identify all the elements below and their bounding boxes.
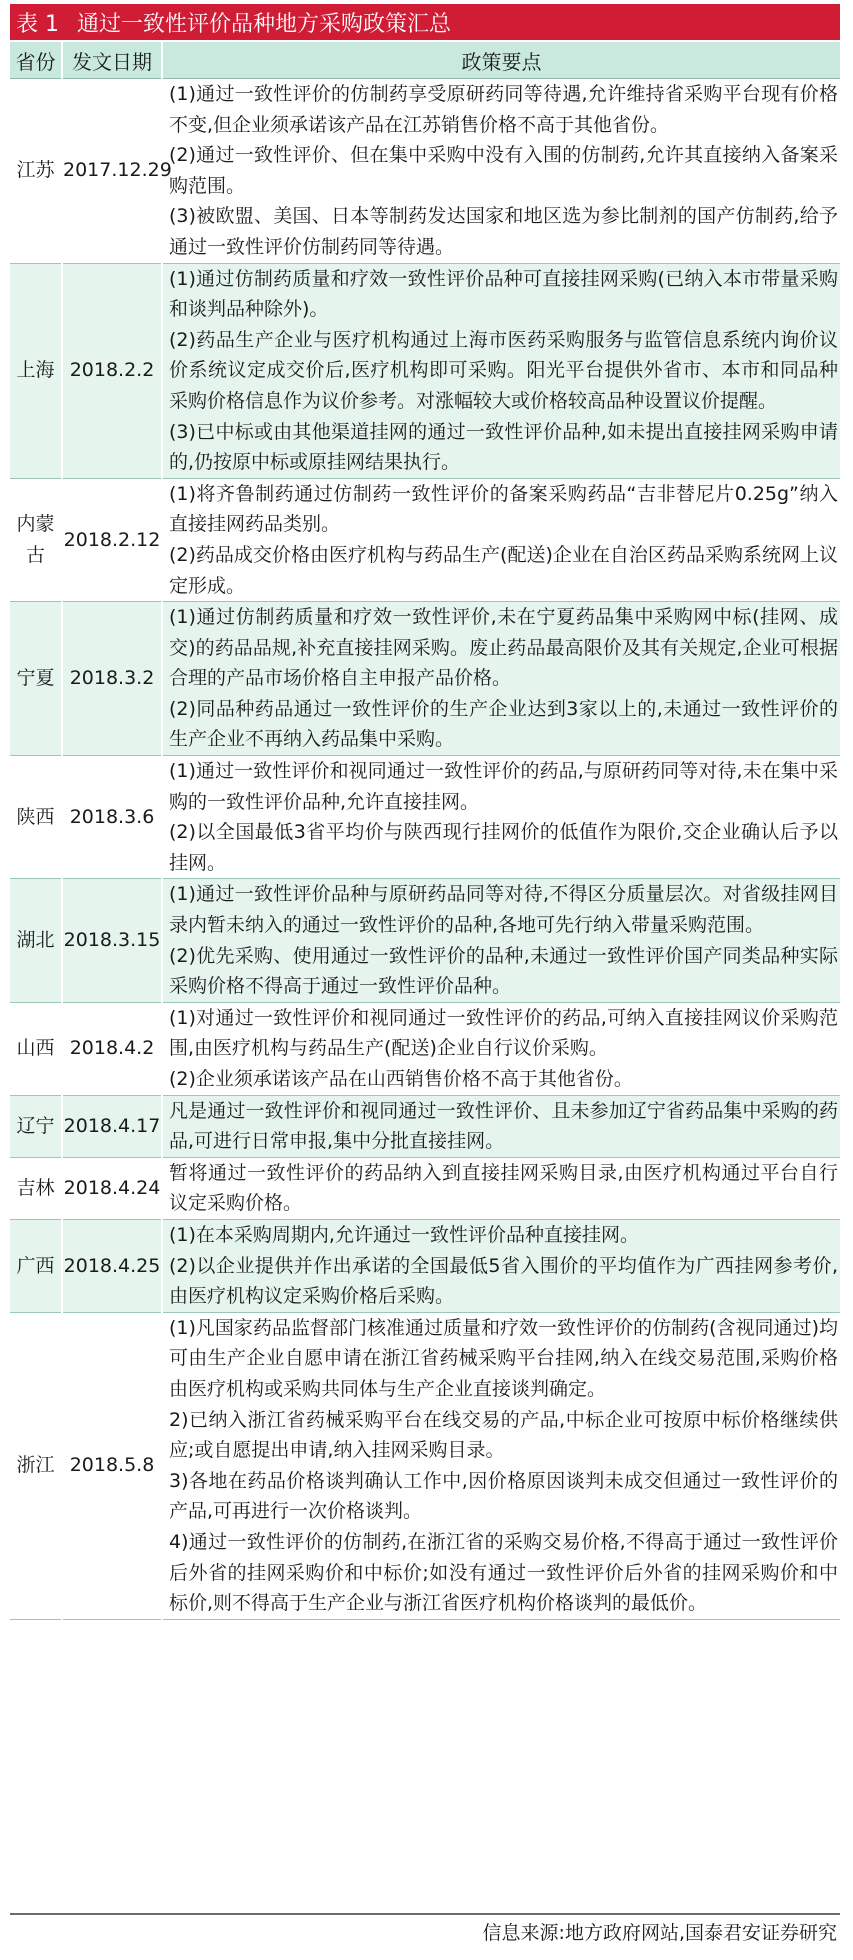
date-cell: 2018.4.25 bbox=[62, 1219, 162, 1312]
date-cell: 2018.3.15 bbox=[62, 879, 162, 1002]
province-cell: 上海 bbox=[10, 263, 62, 478]
policy-point: (2)同品种药品通过一致性评价的生产企业达到3家以上的,未通过一致性评价的生产企业不再纳入药品集中采购。 bbox=[169, 697, 838, 751]
policy-point: 暂将通过一致性评价的药品纳入到直接挂网采购目录,由医疗机构通过平台自行议定采购价格。 bbox=[169, 1161, 838, 1215]
header-date: 发文日期 bbox=[62, 42, 162, 79]
province-cell: 浙江 bbox=[10, 1312, 62, 1619]
table-title: 通过一致性评价品种地方采购政策汇总 bbox=[77, 11, 452, 37]
table-label: 表 1 bbox=[16, 11, 59, 37]
table-row bbox=[10, 756, 840, 879]
policy-point: (2)以全国最低3省平均价与陕西现行挂网价的低值作为限价,交企业确认后予以挂网。 bbox=[169, 821, 838, 874]
policy-point: (2)药品成交价格由医疗机构与药品生产(配送)企业在自治区药品采购系统网上议定形成。 bbox=[169, 543, 838, 597]
policy-point: (2)企业须承诺该产品在山西销售价格不高于其他省份。 bbox=[169, 1068, 633, 1090]
province-cell: 广西 bbox=[10, 1219, 62, 1312]
table-row bbox=[10, 1157, 840, 1219]
policy-cell bbox=[162, 602, 840, 756]
policy-cell bbox=[162, 756, 840, 879]
policy-point: 凡是通过一致性评价和视同通过一致性评价、且未参加辽宁省药品集中采购的药品,可进行日常申报,集中分批直接挂网。 bbox=[169, 1099, 838, 1153]
policy-point: (2)优先采购、使用通过一致性评价的品种,未通过一致性评价国产同类品种实际采购价格不得高于通过一致性评价品种。 bbox=[169, 944, 838, 998]
date-cell: 2018.2.2 bbox=[62, 263, 162, 478]
date-cell: 2018.4.2 bbox=[62, 1002, 162, 1095]
policy-point: (2)以企业提供并作出承诺的全国最低5省入围价的平均值作为广西挂网参考价,由医疗机构议定采购价格后采购。 bbox=[169, 1254, 838, 1308]
policy-cell bbox=[162, 478, 840, 601]
policy-point: (1)通过仿制药质量和疗效一致性评价品种可直接挂网采购(已纳入本市带量采购和谈判品种除外)。 bbox=[169, 267, 838, 321]
province-cell: 湖北 bbox=[10, 879, 62, 1002]
policy-point: (1)通过一致性评价的仿制药享受原研药同等待遇,允许维持省采购平台现有价格不变,但企业须承诺该产品在江苏销售价格不高于其他省份。 bbox=[169, 83, 838, 136]
policy-point: (2)药品生产企业与医疗机构通过上海市医药采购服务与监管信息系统内询价议价系统议定成交价后,医疗机构即可采购。阳光平台提供外省市、本市和同品种采购价格信息作为议价参考。对涨幅较大或价格较高品种设置议价提醒。 bbox=[169, 328, 838, 412]
policy-cell bbox=[162, 1312, 840, 1619]
policy-cell bbox=[162, 263, 840, 478]
date-cell: 2018.2.12 bbox=[62, 478, 162, 601]
date-cell: 2017.12.29 bbox=[62, 79, 162, 264]
policy-cell bbox=[162, 879, 840, 1002]
date-cell: 2018.3.2 bbox=[62, 602, 162, 756]
table-row bbox=[10, 602, 840, 756]
table-row bbox=[10, 79, 840, 264]
bottom-rule bbox=[10, 1913, 840, 1915]
header-policy: 政策要点 bbox=[162, 42, 840, 79]
policy-point: (1)凡国家药品监督部门核准通过质量和疗效一致性评价的仿制药(含视同通过)均可由生产企业自愿申请在浙江省药械采购平台挂网,纳入在线交易范围,采购价格由医疗机构或采购共同体与生产企业直接谈判确定。 bbox=[169, 1316, 838, 1400]
policy-point: (3)被欧盟、美国、日本等制药发达国家和地区选为参比制剂的国产仿制药,给予通过一致性评价仿制药同等待遇。 bbox=[169, 205, 838, 258]
table-row bbox=[10, 1095, 840, 1157]
policy-point: 4)通过一致性评价的仿制药,在浙江省的采购交易价格,不得高于通过一致性评价后外省的挂网采购价和中标价;如没有通过一致性评价后外省的挂网采购价和中标价,则不得高于生产企业与浙江省医疗机构价格谈判的最低价。 bbox=[169, 1530, 838, 1615]
table-row bbox=[10, 1219, 840, 1312]
policy-cell bbox=[162, 1095, 840, 1157]
policy-point: (1)对通过一致性评价和视同通过一致性评价的药品,可纳入直接挂网议价采购范围,由医疗机构与药品生产(配送)企业自行议价采购。 bbox=[169, 1006, 838, 1060]
province-cell: 内蒙古 bbox=[10, 478, 62, 601]
policy-point: (1)通过一致性评价和视同通过一致性评价的药品,与原研药同等对待,未在集中采购的一致性评价品种,允许直接挂网。 bbox=[169, 760, 838, 813]
source-note: 信息来源:地方政府网站,国泰君安证券研究 bbox=[482, 1922, 837, 1944]
table-row bbox=[10, 1002, 840, 1095]
table-row bbox=[10, 1312, 840, 1619]
policy-cell bbox=[162, 79, 840, 264]
policy-point: 3)各地在药品价格谈判确认工作中,因价格原因谈判未成交但通过一致性评价的产品,可再进行一次价格谈判。 bbox=[169, 1469, 838, 1523]
policy-point: 2)已纳入浙江省药械采购平台在线交易的产品,中标企业可按原中标价格继续供应;或自愿提出申请,纳入挂网采购目录。 bbox=[169, 1408, 838, 1462]
policy-table bbox=[10, 42, 840, 1620]
policy-cell bbox=[162, 1002, 840, 1095]
date-cell: 2018.5.8 bbox=[62, 1312, 162, 1619]
date-cell: 2018.4.17 bbox=[62, 1095, 162, 1157]
table-row bbox=[10, 478, 840, 601]
province-cell: 宁夏 bbox=[10, 602, 62, 756]
table-row bbox=[10, 263, 840, 478]
province-cell: 吉林 bbox=[10, 1157, 62, 1219]
table-body bbox=[10, 79, 840, 1620]
policy-cell bbox=[162, 1157, 840, 1219]
table-header-row bbox=[10, 42, 840, 79]
policy-point: (1)通过一致性评价品种与原研药品同等对待,不得区分质量层次。对省级挂网目录内暂未纳入的通过一致性评价的品种,各地可先行纳入带量采购范围。 bbox=[169, 883, 838, 937]
province-cell: 辽宁 bbox=[10, 1095, 62, 1157]
table-title-bar bbox=[10, 4, 840, 40]
policy-cell bbox=[162, 1219, 840, 1312]
policy-point: (2)通过一致性评价、但在集中采购中没有入围的仿制药,允许其直接纳入备案采购范围。 bbox=[169, 144, 838, 197]
policy-point: (1)在本采购周期内,允许通过一致性评价品种直接挂网。 bbox=[169, 1223, 639, 1246]
header-province: 省份 bbox=[10, 42, 62, 79]
date-cell: 2018.4.24 bbox=[62, 1157, 162, 1219]
province-cell: 陕西 bbox=[10, 756, 62, 879]
province-cell: 山西 bbox=[10, 1002, 62, 1095]
date-cell: 2018.3.6 bbox=[62, 756, 162, 879]
policy-point: (3)已中标或由其他渠道挂网的通过一致性评价品种,如未提出直接挂网采购申请的,仍按原中标或原挂网结果执行。 bbox=[169, 420, 838, 474]
table-row bbox=[10, 879, 840, 1002]
province-cell: 江苏 bbox=[10, 79, 62, 264]
policy-point: (1)将齐鲁制药通过仿制药一致性评价的备案采购药品“吉非替尼片0.25g”纳入直接挂网药品类别。 bbox=[169, 482, 838, 536]
policy-point: (1)通过仿制药质量和疗效一致性评价,未在宁夏药品集中采购网中标(挂网、成交)的药品品规,补充直接挂网采购。废止药品最高限价及其有关规定,企业可根据合理的产品市场价格自主申报产品价格。 bbox=[169, 606, 838, 690]
